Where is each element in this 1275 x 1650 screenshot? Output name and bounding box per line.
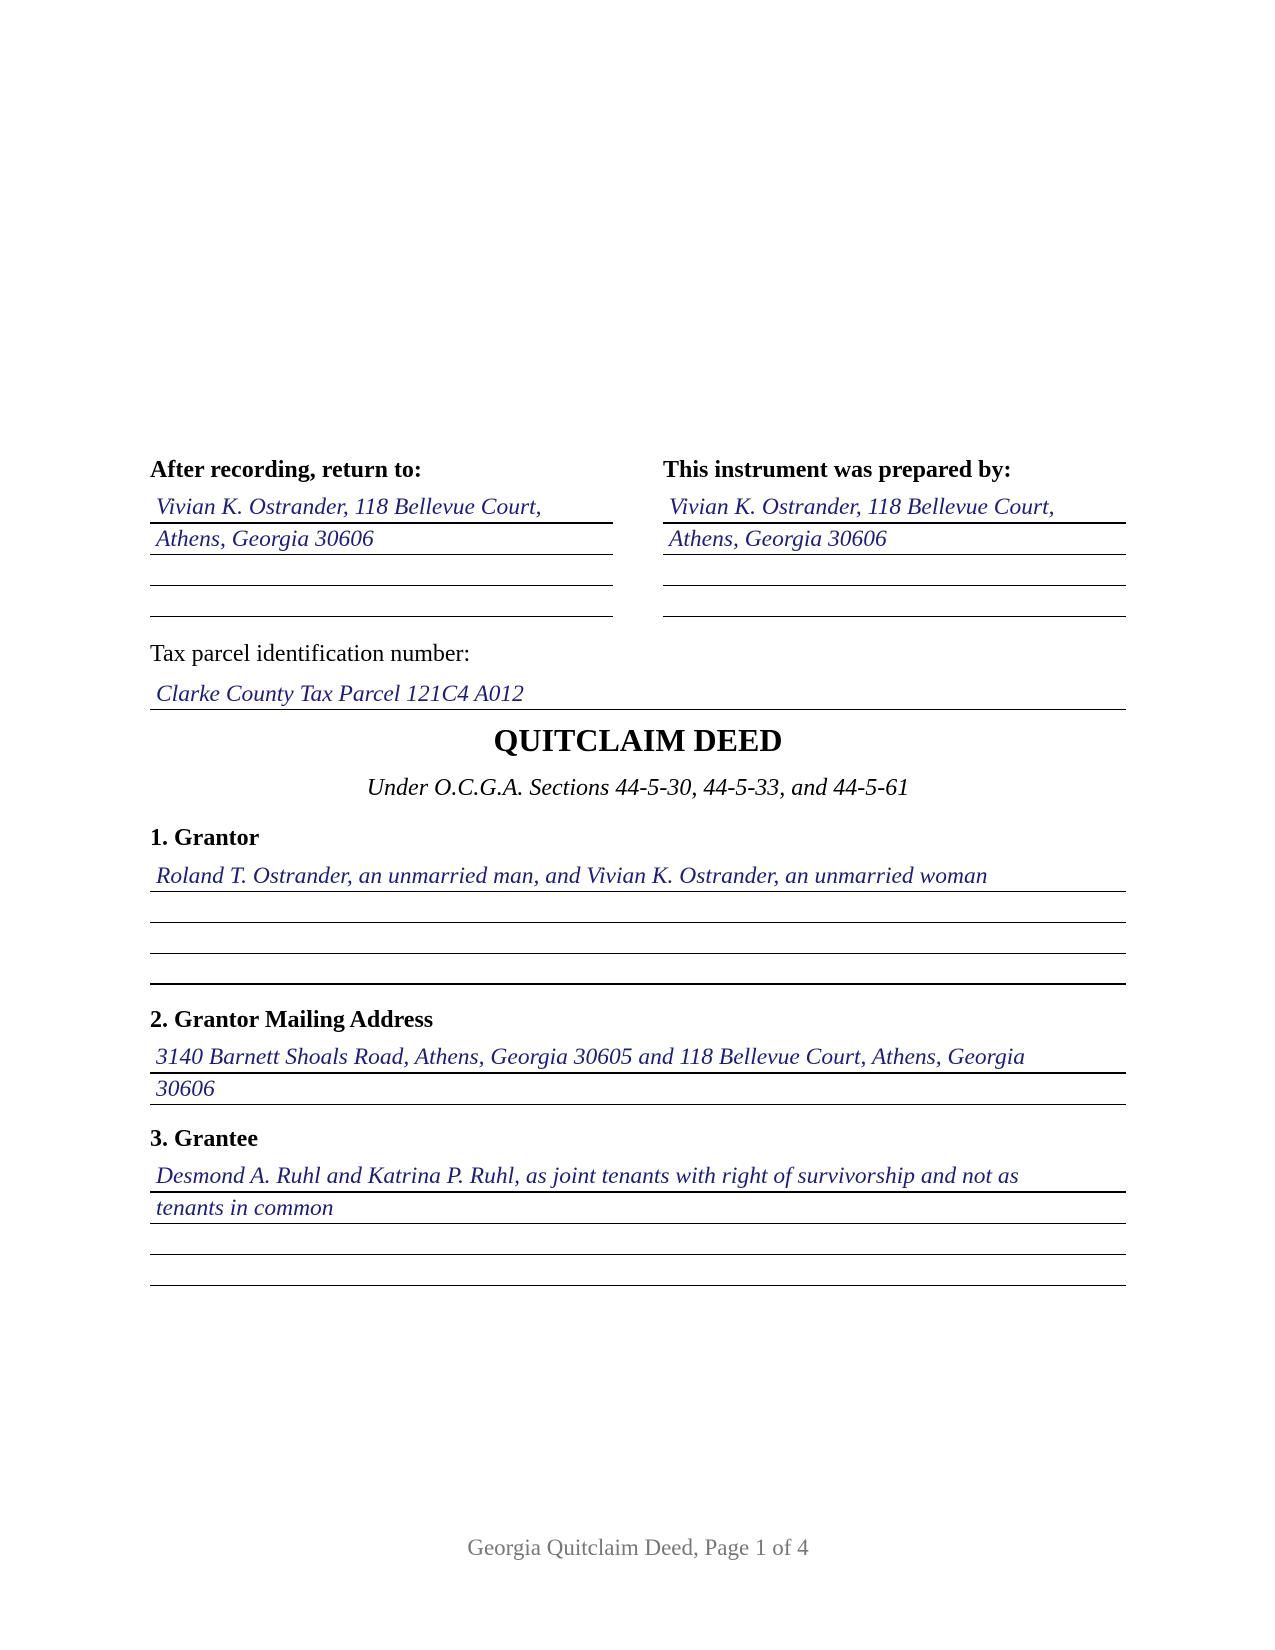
prepared-by-line-2[interactable]: [663, 525, 1126, 555]
grantee-value-1: Desmond A. Ruhl and Katrina P. Ruhl, as joint tenants with right of survivorship and not as: [156, 1163, 1019, 1189]
prepared-by-heading: This instrument was prepared by:: [663, 457, 1012, 483]
grantor-line-3[interactable]: [150, 924, 1126, 954]
grantee-heading: 3. Grantee: [150, 1126, 258, 1152]
grantor-value-1: Roland T. Ostrander, an unmarried man, and Vivian K. Ostrander, an unmarried woman: [156, 863, 988, 889]
return-to-line-1[interactable]: [150, 494, 613, 524]
document-title: QUITCLAIM DEED: [493, 722, 783, 758]
grantee-line-1[interactable]: [150, 1163, 1126, 1193]
tax-parcel-value: Clarke County Tax Parcel 121C4 A012: [156, 681, 524, 707]
grantee-line-4[interactable]: [150, 1256, 1126, 1286]
return-to-value-2: Athens, Georgia 30606: [156, 526, 374, 552]
return-to-value-1: Vivian K. Ostrander, 118 Bellevue Court,: [156, 494, 542, 520]
prepared-by-line-1[interactable]: [663, 494, 1126, 524]
tax-parcel-line[interactable]: [150, 680, 1126, 710]
grantor-mailing-line-2[interactable]: [150, 1075, 1126, 1105]
document-subtitle: Under O.C.G.A. Sections 44-5-30, 44-5-33, and 44-5-61: [366, 775, 910, 801]
grantor-mailing-line-1[interactable]: [150, 1044, 1126, 1074]
prepared-by-value-2: Athens, Georgia 30606: [669, 526, 887, 552]
return-to-line-2[interactable]: [150, 525, 613, 555]
prepared-by-value-1: Vivian K. Ostrander, 118 Bellevue Court,: [669, 494, 1055, 520]
grantor-line-1[interactable]: [150, 862, 1126, 892]
page-footer: Georgia Quitclaim Deed, Page 1 of 4: [467, 1535, 809, 1560]
prepared-by-line-4[interactable]: [663, 587, 1126, 617]
tax-parcel-label: Tax parcel identification number:: [150, 641, 471, 667]
return-to-line-4[interactable]: [150, 587, 613, 617]
return-to-heading: After recording, return to:: [150, 457, 422, 483]
grantor-line-4[interactable]: [150, 955, 1126, 985]
grantor-mailing-value-1: 3140 Barnett Shoals Road, Athens, Georgia 30605 and 118 Bellevue Court, Athens, Georgia: [156, 1044, 1025, 1070]
prepared-by-line-3[interactable]: [663, 556, 1126, 586]
grantor-mailing-heading: 2. Grantor Mailing Address: [150, 1007, 434, 1033]
grantor-heading: 1. Grantor: [150, 825, 260, 851]
grantee-value-2: tenants in common: [156, 1195, 334, 1221]
grantor-mailing-value-2: 30606: [156, 1076, 215, 1102]
grantee-line-3[interactable]: [150, 1225, 1126, 1255]
grantee-line-2[interactable]: [150, 1194, 1126, 1224]
grantor-line-2[interactable]: [150, 893, 1126, 923]
return-to-line-3[interactable]: [150, 556, 613, 586]
